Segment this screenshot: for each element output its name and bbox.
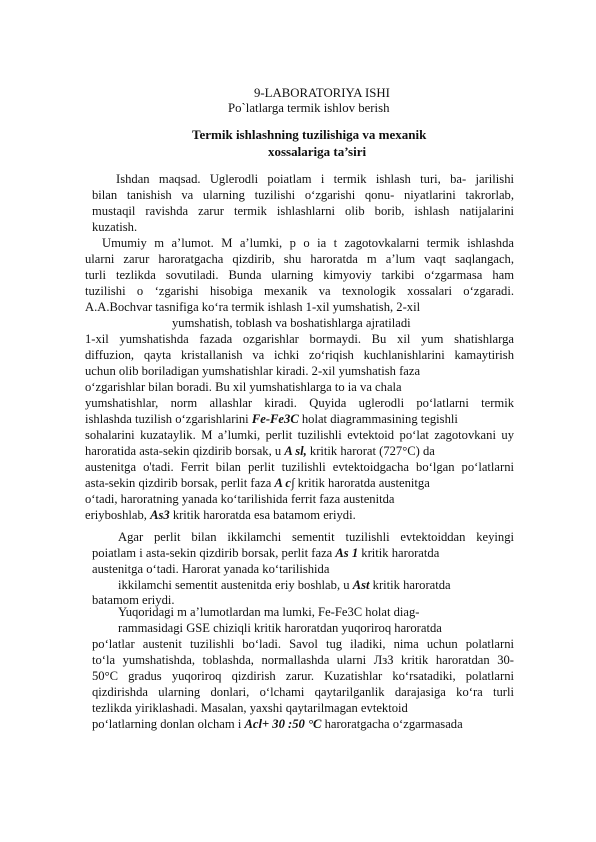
lab-topic: Po`latlarga termik ishlov berish bbox=[228, 101, 390, 115]
critical-point-as1: As 1 bbox=[335, 546, 359, 560]
critical-point-as3: As3 bbox=[150, 508, 170, 522]
para3-line-13-a: po‘latlarning donlan olcham i bbox=[92, 717, 245, 731]
purpose-line-1: Ishdan maqsad. Uglerodli poiatlam i termik ishlash turi, ba- jarilishi bbox=[116, 172, 514, 186]
info-line-16-b: kritik haroratda austenitga bbox=[294, 476, 430, 490]
para3-line-2 bbox=[92, 546, 439, 560]
info-line-10: o‘zgarishlar bilan boradi. Bu xil yumshatishlarga to ia va chala bbox=[85, 380, 402, 394]
info-line-14 bbox=[85, 444, 435, 458]
info-line-8: diffuzion, qayta kristallanish va ichki zo‘riqish kuchlanishlarini kamaytirish bbox=[85, 348, 514, 362]
info-line-2: ularni zarur haroratgacha qizdirib, shu haroratda m a’lum vaqt saqlangach, bbox=[85, 252, 514, 266]
info-line-13: sohalarini kuzataylik. M a’lumki, perlit tuzilishli evtektoid po‘lat zagotovkani uy bbox=[85, 428, 514, 442]
para3-line-5: batamom eriydi. bbox=[92, 593, 175, 607]
info-line-4: tuzilishi o ‘zgarishi hisobiga mexanik va texnologik xossalari o‘zgaradi. bbox=[85, 284, 514, 298]
para3-line-1: Agar perlit bilan ikkilamchi sementit tuzilishli evtektoiddan keyingi bbox=[118, 530, 514, 544]
info-line-11: yumshatishlar, norm allashlar kiradi. Quyida uglerodli po‘latlarni termik bbox=[85, 396, 514, 410]
info-line-12 bbox=[85, 412, 458, 426]
critical-point-acl-range: Acl+ 30 :50 °C bbox=[244, 717, 322, 731]
para3-line-2-a: poiatlam i asta-sekin qizdirib borsak, perlit faza bbox=[92, 546, 336, 560]
info-line-16 bbox=[85, 476, 430, 490]
para3-line-13-b: haroratgacha o‘zgarmasada bbox=[321, 717, 463, 731]
info-line-9: uchun olib boriladigan yumshatishlar kiradi. 2-xil yumshatish faza bbox=[85, 364, 421, 378]
purpose-line-3: mustaqil ravishda zarur termik ishlashlarni olib borib, ishlash natijalarini bbox=[92, 204, 514, 218]
section-title-line1: Termik ishlashning tuzilishiga va mexanik bbox=[192, 127, 427, 142]
critical-point-asl: A sl, bbox=[284, 444, 307, 458]
info-line-18-a: eriyboshlab, bbox=[85, 508, 151, 522]
purpose-line-4: kuzatish. bbox=[92, 220, 138, 234]
info-line-6: yumshatish, toblash va boshatishlarga ajratiladi bbox=[172, 316, 411, 330]
critical-point-ast: Ast bbox=[352, 578, 370, 592]
info-line-12-a: ishlashda tuzilish o‘zgarishlarini bbox=[85, 412, 252, 426]
para3-line-4-b: kritik haroratda bbox=[369, 578, 451, 592]
para3-line-8: po‘latlar austenit tuzilishli bo‘ladi. Savol tug iladiki, nima uchun polatlarni bbox=[92, 637, 514, 651]
info-line-14-b: kritik harorat (727°C) da bbox=[306, 444, 435, 458]
info-line-3: turli tezlikda sovutiladi. Bunda ularning kimyoviy tarkibi o‘zgarmasa ham bbox=[85, 268, 514, 282]
diagram-name-fe-fe3c: Fe-Fe3C bbox=[251, 412, 299, 426]
purpose-line-2: bilan tanishish va ularning tuzilishi o‘zgarishi qonu- niyatlarini takrorlab, bbox=[92, 188, 514, 202]
info-line-18 bbox=[85, 508, 356, 522]
critical-point-ac: A c∫ bbox=[274, 476, 295, 490]
info-line-7: 1-xil yumshatishda fazada ozgarishlar bormaydi. Bu xil yum shatishlarga bbox=[85, 332, 514, 346]
para3-line-7: rammasidagi GSE chiziqli kritik haroratdan yuqoriroq haroratda bbox=[118, 621, 442, 635]
info-line-16-a: asta-sekin qizdirib borsak, perlit faza bbox=[85, 476, 275, 490]
info-line-12-b: holat diagrammasining tegishli bbox=[298, 412, 458, 426]
para3-line-12: tezlikda yiriklashadi. Masalan, yaxshi qaytarilmagan evtektoid bbox=[92, 701, 408, 715]
para3-line-3: austenitga o‘tadi. Harorat yanada ko‘tarilishida bbox=[92, 562, 330, 576]
lab-number: 9-LABORATORIYA ISHI bbox=[254, 86, 390, 100]
info-line-14-a: haroratida asta-sekin qizdirib borsak, u bbox=[85, 444, 285, 458]
para3-line-6: Yuqoridagi m a’lumotlardan ma lumki, Fe-Fe3C holat diag- bbox=[118, 605, 420, 619]
para3-line-4 bbox=[118, 578, 451, 592]
info-line-17: o‘tadi, haroratning yanada ko‘tarilishida ferrit faza austenitda bbox=[85, 492, 395, 506]
para3-line-2-b: kritik haroratda bbox=[358, 546, 440, 560]
para3-line-9: to‘la yumshatishda, toblashda, normallashda ularni ЛзЗ kritik haroratdan 30- bbox=[92, 653, 514, 667]
info-line-1: Umumiy m a’lumot. M a’lumki, p o ia t zagotovkalarni termik ishlashda bbox=[102, 236, 514, 250]
para3-line-10: 50°C gradus yuqoriroq qizdirish zarur. Kuzatishlar ko‘rsatadiki, polatlarni bbox=[92, 669, 514, 683]
info-line-15: austenitga o'tadi. Ferrit bilan perlit tuzilishli evtektoidgacha bo‘lgan po‘latlarni bbox=[85, 460, 514, 474]
info-line-5: A.A.Bochvar tasnifiga ko‘ra termik ishlash 1-xil yumshatish, 2-xil bbox=[85, 300, 421, 314]
info-line-18-b: kritik haroratda esa batamom eriydi. bbox=[169, 508, 356, 522]
section-title-line2: xossalariga ta’siri bbox=[268, 144, 367, 159]
para3-line-13 bbox=[92, 717, 463, 731]
para3-line-4-a: ikkilamchi sementit austenitda eriy boshlab, u bbox=[118, 578, 353, 592]
para3-line-11: qizdirishda ularning donlari, o‘lchami qaytarilganlik darajasiga ko‘ra turli bbox=[92, 685, 514, 699]
